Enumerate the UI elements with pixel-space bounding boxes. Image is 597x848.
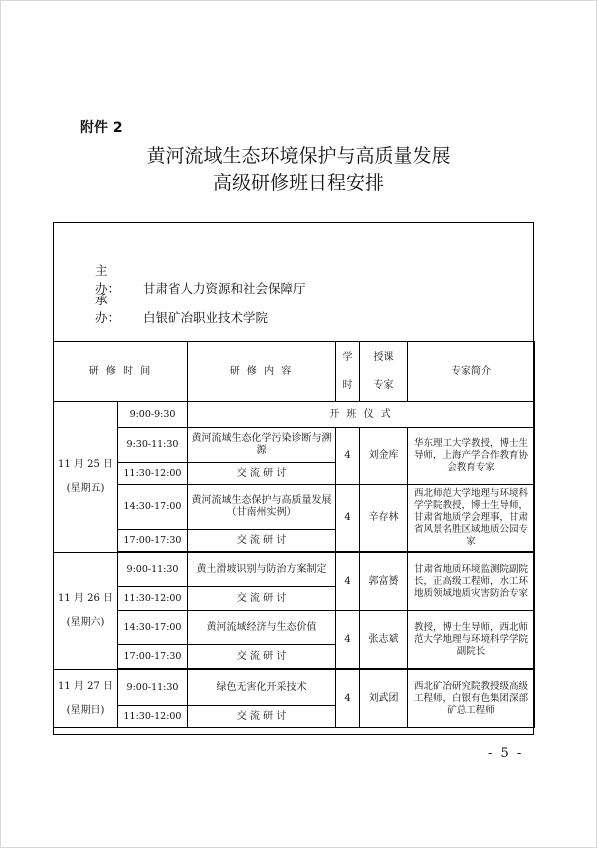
slot-time: 9:00-9:30 [118, 402, 188, 428]
slot-content: 黄河流域经济与生态价值 [188, 611, 336, 645]
expert-intro: 教授，博士生导师，西北师范大学地理与环境科学学院副院长 [408, 611, 535, 669]
table-row [54, 670, 535, 706]
document-title-line1: 黄河流域生态环境保护与高质量发展 [146, 145, 451, 167]
host-value: 甘肃省人力资源和社会保障厅 [143, 281, 306, 296]
slot-content: 交 流 研 讨 [188, 463, 336, 485]
header-intro: 专家简介 [408, 342, 535, 402]
co-key: 承 办： [95, 292, 121, 325]
schedule-table [53, 341, 535, 728]
slot-content: 交 流 研 讨 [188, 530, 336, 552]
slot-content: 黄土滑坡识别与防治方案制定 [188, 553, 336, 587]
day-cell-3: 11 月 27 日 (星期日) [54, 670, 118, 728]
expert-intro: 华东理工大学教授，博士生导师，上海产学合作教育协会教育专家 [408, 428, 535, 485]
slot-expert: 张志斌 [360, 611, 408, 669]
page-number: - 5 - [488, 746, 524, 761]
slot-hours: 4 [336, 553, 360, 611]
slot-time: 17:00-17:30 [118, 645, 188, 669]
slot-content: 绿色无害化开采技术 [188, 670, 336, 706]
expert-intro: 西北矿冶研究院教授级高级工程师，白银有色集团深部矿总工程师 [408, 670, 535, 728]
header-hours: 学 时 [336, 342, 360, 402]
slot-hours: 4 [336, 611, 360, 669]
table-header-row [54, 342, 535, 402]
slot-content: 黄河流域生态保护与高质量发展（甘南州实例） [188, 485, 336, 530]
slot-content: 黄河流域生态化学污染诊断与溯源 [188, 428, 336, 463]
co-value: 白银矿冶职业技术学院 [143, 310, 269, 325]
slot-expert: 郭富赟 [360, 553, 408, 611]
slot-hours: 4 [336, 428, 360, 485]
attachment-label: 附件 2 [80, 120, 123, 136]
header-time: 研 修 时 间 [54, 342, 188, 402]
expert-intro: 西北师范大学地理与环境科学学院教授，博士生导师，甘肃省地质学会理事，甘肃省风景名胜区域地质公园专家 [408, 485, 535, 552]
table-row [54, 553, 535, 587]
day-cell-1: 11 月 25 日 (星期五) [54, 402, 118, 553]
slot-content: 交 流 研 讨 [188, 587, 336, 611]
slot-time: 11:30-12:00 [118, 587, 188, 611]
slot-content: 交 流 研 讨 [188, 645, 336, 669]
document-title-line2: 高级研修班日程安排 [212, 172, 384, 194]
day-cell-2: 11 月 26 日 (星期六) [54, 553, 118, 670]
slot-expert: 刘金库 [360, 428, 408, 485]
slot-time: 11:30-12:00 [118, 463, 188, 485]
slot-expert: 刘武团 [360, 670, 408, 728]
table-row [54, 611, 535, 645]
slot-time: 14:30-17:00 [118, 485, 188, 530]
slot-time: 9:30-11:30 [118, 428, 188, 463]
slot-time: 9:00-11:30 [118, 553, 188, 587]
expert-intro: 甘肃省地质环境监测院副院长，正高级工程师，水工环地质领域地质灾害防治专家 [408, 553, 535, 611]
slot-time: 17:00-17:30 [118, 530, 188, 552]
table-row [54, 485, 535, 530]
table-row [54, 428, 535, 463]
slot-time: 9:00-11:30 [118, 670, 188, 706]
header-content: 研 修 内 容 [188, 342, 336, 402]
host-key: 主 办： [95, 263, 121, 296]
header-expert: 授课 专家 [360, 342, 408, 402]
slot-time: 11:30-12:00 [118, 706, 188, 728]
slot-content: 开 班 仪 式 [188, 402, 535, 428]
slot-time: 14:30-17:00 [118, 611, 188, 645]
slot-expert: 辛存林 [360, 485, 408, 552]
organizer-co [95, 290, 268, 326]
slot-hours: 4 [336, 485, 360, 552]
slot-hours: 4 [336, 670, 360, 728]
slot-content: 交 流 研 讨 [188, 706, 336, 728]
table-row [54, 402, 535, 428]
